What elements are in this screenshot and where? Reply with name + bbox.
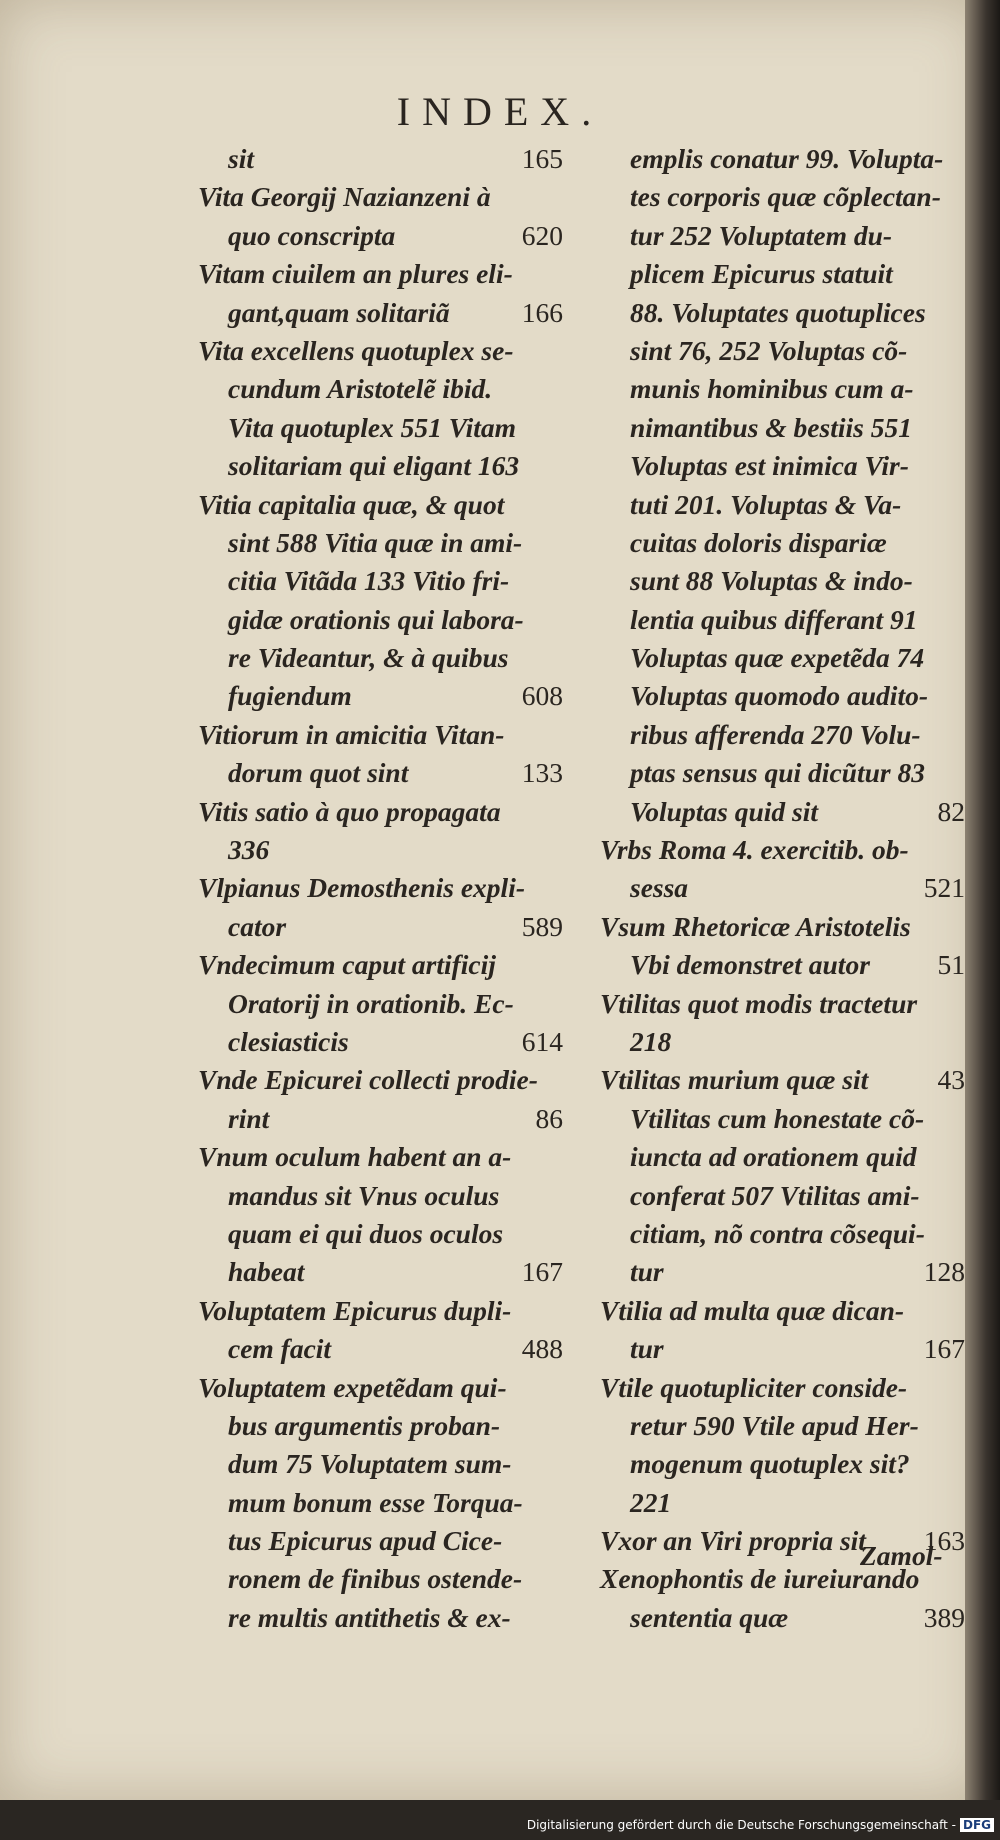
page-number: 165 xyxy=(521,143,563,174)
index-entry xyxy=(600,869,965,907)
entry-text: ribus afferenda 270 Volu- xyxy=(630,718,921,750)
index-entry xyxy=(198,1445,563,1483)
index-entry xyxy=(198,562,563,600)
entry-text: sessa xyxy=(630,872,689,904)
entry-text: Oratorij in orationib. Ec- xyxy=(228,987,514,1019)
entry-text: Vita quotuplex 551 Vitam xyxy=(228,411,517,443)
page-number: 86 xyxy=(535,1102,563,1134)
page-number: 167 xyxy=(521,1256,563,1288)
right-column xyxy=(600,140,965,1637)
index-entry xyxy=(600,946,965,984)
index-entry xyxy=(600,332,965,370)
index-entry xyxy=(600,639,965,677)
entry-text: Vndecimum caput artificij xyxy=(198,949,496,981)
entry-text: Vtilitas quot modis tractetur xyxy=(600,987,918,1019)
entry-text: tuti 201. Voluptas & Va- xyxy=(630,488,902,520)
entry-text: Vnde Epicurei collecti prodie- xyxy=(198,1064,538,1096)
index-entry xyxy=(600,1138,965,1176)
page-number: 82 xyxy=(937,795,965,827)
entry-text: quam ei qui duos oculos xyxy=(228,1217,504,1249)
index-entry xyxy=(198,178,563,216)
entry-text: cundum Aristotelẽ ibid. xyxy=(228,373,493,405)
index-entry xyxy=(600,1484,965,1522)
entry-text: sit xyxy=(228,143,254,174)
index-entry xyxy=(198,1369,563,1407)
entry-text: Voluptatem Epicurus dupli- xyxy=(198,1294,512,1326)
index-entry xyxy=(198,1599,563,1637)
entry-text: gidæ orationis qui labora- xyxy=(228,603,524,635)
index-entry xyxy=(198,754,563,792)
index-entry xyxy=(600,1445,965,1483)
entry-text: munis hominibus cum a- xyxy=(630,373,914,405)
index-entry xyxy=(198,831,563,869)
index-entry xyxy=(198,486,563,524)
entry-text: Voluptatem expetẽdam qui- xyxy=(198,1371,507,1403)
index-entry xyxy=(600,486,965,524)
entry-text: Voluptas quid sit xyxy=(630,795,818,827)
digitization-footer xyxy=(0,1818,994,1832)
entry-text: iuncta ad orationem quid xyxy=(630,1141,917,1173)
index-entry xyxy=(198,1023,563,1061)
entry-text: Vitia capitalia quæ, & quot xyxy=(198,488,505,520)
entry-text: Vtilitas cum honestate cõ- xyxy=(630,1102,925,1134)
entry-text: cuitas doloris dispariæ xyxy=(630,526,887,558)
page-edge xyxy=(965,0,1000,1800)
entry-text: emplis conatur 99. Volupta- xyxy=(630,143,944,174)
index-entry xyxy=(600,562,965,600)
entry-text: re multis antithetis & ex- xyxy=(228,1601,511,1633)
entry-text: bus argumentis proban- xyxy=(228,1409,501,1441)
index-entry xyxy=(600,409,965,447)
page-number: 389 xyxy=(923,1601,965,1633)
page-number: 166 xyxy=(521,296,563,328)
index-entry xyxy=(198,639,563,677)
entry-text: plicem Epicurus statuit xyxy=(630,258,893,290)
entry-text: citia Vitãda 133 Vitio fri- xyxy=(228,565,510,597)
dfg-logo: DFG xyxy=(960,1818,994,1832)
entry-text: nimantibus & bestiis 551 xyxy=(630,411,912,443)
entry-text: solitariam qui eligant 163 xyxy=(228,450,520,482)
entry-text: cem facit xyxy=(228,1333,332,1365)
entry-text: Vtilia ad multa quæ dican- xyxy=(600,1294,905,1326)
index-entry xyxy=(600,524,965,562)
entry-text: tur 252 Voluptatem du- xyxy=(630,219,893,251)
entry-text: mum bonum esse Torqua- xyxy=(228,1486,523,1518)
index-entry xyxy=(600,1061,965,1099)
index-entry xyxy=(198,1522,563,1560)
index-entry xyxy=(198,255,563,293)
index-entry xyxy=(600,1599,965,1637)
index-entry xyxy=(600,1023,965,1061)
entry-text: sint 588 Vitia quæ in ami- xyxy=(228,526,523,558)
entry-text: Vtile quotupliciter conside- xyxy=(600,1371,908,1403)
catchword: Zamol- xyxy=(860,1540,943,1571)
page-number: 163 xyxy=(923,1525,965,1557)
entry-text: Vnum oculum habent an a- xyxy=(198,1141,512,1173)
entry-text: 221 xyxy=(630,1486,672,1518)
page-number: 488 xyxy=(521,1333,563,1365)
page-number: 608 xyxy=(521,680,563,712)
entry-text: Vxor an Viri propria sit xyxy=(600,1525,866,1557)
index-entry xyxy=(198,140,563,178)
index-entry xyxy=(198,1407,563,1445)
index-entry xyxy=(198,294,563,332)
index-entry xyxy=(198,869,563,907)
entry-text: citiam, nõ contra cõsequi- xyxy=(630,1217,925,1249)
entry-text: Voluptas est inimica Vir- xyxy=(630,450,909,482)
index-entry xyxy=(198,1138,563,1176)
entry-text: 218 xyxy=(630,1025,672,1057)
entry-text: quo conscripta xyxy=(228,219,396,251)
index-entry xyxy=(600,447,965,485)
index-entry xyxy=(198,1061,563,1099)
index-entry xyxy=(198,217,563,255)
index-entry xyxy=(600,294,965,332)
entry-text: 336 xyxy=(228,834,270,866)
index-entry xyxy=(198,601,563,639)
index-entry xyxy=(600,1215,965,1253)
page-number: 43 xyxy=(937,1064,965,1096)
index-entry xyxy=(600,1253,965,1291)
entry-text: fugiendum xyxy=(228,680,352,712)
entry-text: lentia quibus differant 91 xyxy=(630,603,918,635)
page-number: 128 xyxy=(923,1256,965,1288)
entry-text: dorum quot sint xyxy=(228,757,409,789)
index-entry xyxy=(198,1215,563,1253)
index-entry xyxy=(198,1100,563,1138)
entry-text: dum 75 Voluptatem sum- xyxy=(228,1448,512,1480)
index-entry xyxy=(198,1253,563,1291)
entry-text: rint xyxy=(228,1102,270,1134)
index-entry xyxy=(198,447,563,485)
entry-text: gant,quam solitariã xyxy=(228,296,450,328)
index-entry xyxy=(600,831,965,869)
entry-text: ptas sensus qui dicũtur 83 xyxy=(630,757,925,789)
index-entry xyxy=(600,1407,965,1445)
entry-text: Vita excellens quotuplex se- xyxy=(198,334,514,366)
index-entry xyxy=(600,754,965,792)
entry-text: Voluptas quomodo audito- xyxy=(630,680,928,712)
entry-text: Xenophontis de iureiurando xyxy=(600,1563,920,1595)
index-entry xyxy=(600,677,965,715)
entry-text: Vtilitas murium quæ sit xyxy=(600,1064,869,1096)
footer-text: Digitalisierung gefördert durch die Deutsche Forschungsgemeinschaft - xyxy=(526,1818,956,1832)
index-entry xyxy=(600,985,965,1023)
page-header: INDEX. xyxy=(396,89,604,134)
entry-text: 88. Voluptates quotuplices xyxy=(630,296,926,328)
index-entry xyxy=(600,1292,965,1330)
index-entry xyxy=(198,1177,563,1215)
index-entry xyxy=(600,1100,965,1138)
index-entry xyxy=(198,1330,563,1368)
index-entry xyxy=(198,793,563,831)
index-entry xyxy=(198,1292,563,1330)
entry-text: clesiasticis xyxy=(228,1025,349,1057)
entry-text: tes corporis quæ cõplectan- xyxy=(630,181,941,213)
entry-text: sunt 88 Voluptas & indo- xyxy=(630,565,913,597)
index-entry xyxy=(198,1560,563,1598)
entry-text: tur xyxy=(630,1256,664,1288)
index-entry xyxy=(600,1330,965,1368)
entry-text: conferat 507 Vtilitas ami- xyxy=(630,1179,920,1211)
entry-text: ronem de finibus ostende- xyxy=(228,1563,523,1595)
entry-text: Vrbs Roma 4. exercitib. ob- xyxy=(600,834,909,866)
entry-text: Voluptas quæ expetẽda 74 xyxy=(630,642,925,674)
index-entry xyxy=(600,217,965,255)
index-entry xyxy=(198,409,563,447)
index-entry xyxy=(198,946,563,984)
page-number: 167 xyxy=(923,1333,965,1365)
index-entry xyxy=(600,908,965,946)
entry-text: sint 76, 252 Voluptas cõ- xyxy=(630,334,908,366)
index-entry xyxy=(198,332,563,370)
index-entry xyxy=(600,1369,965,1407)
page-number: 51 xyxy=(937,949,965,981)
index-entry xyxy=(600,140,965,178)
entry-text: re Videantur, & à quibus xyxy=(228,642,509,674)
page-number: 521 xyxy=(923,872,965,904)
entry-text: habeat xyxy=(228,1256,305,1288)
index-entry xyxy=(198,716,563,754)
entry-text: Vsum Rhetoricæ Aristotelis xyxy=(600,910,911,942)
index-entry xyxy=(600,370,965,408)
page-number: 133 xyxy=(521,757,563,789)
entry-text: mandus sit Vnus oculus xyxy=(228,1179,500,1211)
left-column xyxy=(198,140,563,1637)
entry-text: retur 590 Vtile apud Her- xyxy=(630,1409,919,1441)
page-number: 614 xyxy=(521,1025,563,1057)
index-entry xyxy=(600,255,965,293)
index-entry xyxy=(198,677,563,715)
entry-text: sententia quæ xyxy=(630,1601,789,1633)
entry-text: Vitis satio à quo propagata xyxy=(198,795,501,827)
index-entry xyxy=(198,370,563,408)
entry-text: Vitiorum in amicitia Vitan- xyxy=(198,718,505,750)
entry-text: mogenum quotuplex sit? xyxy=(630,1448,910,1480)
index-entry xyxy=(600,1177,965,1215)
entry-text: cator xyxy=(228,910,287,942)
index-entry xyxy=(198,908,563,946)
index-entry xyxy=(600,178,965,216)
entry-text: Vlpianus Demosthenis expli- xyxy=(198,872,525,904)
entry-text: tur xyxy=(630,1333,664,1365)
index-entry xyxy=(600,716,965,754)
index-entry xyxy=(198,985,563,1023)
page-number: 589 xyxy=(521,910,563,942)
entry-text: tus Epicurus apud Cice- xyxy=(228,1525,503,1557)
page-number: 620 xyxy=(521,219,563,251)
index-entry xyxy=(198,1484,563,1522)
index-entry xyxy=(198,524,563,562)
entry-text: Vbi demonstret autor xyxy=(630,949,870,981)
index-entry xyxy=(600,601,965,639)
index-entry xyxy=(600,793,965,831)
entry-text: Vita Georgij Nazianzeni à xyxy=(198,181,491,213)
entry-text: Vitam ciuilem an plures eli- xyxy=(198,258,513,290)
